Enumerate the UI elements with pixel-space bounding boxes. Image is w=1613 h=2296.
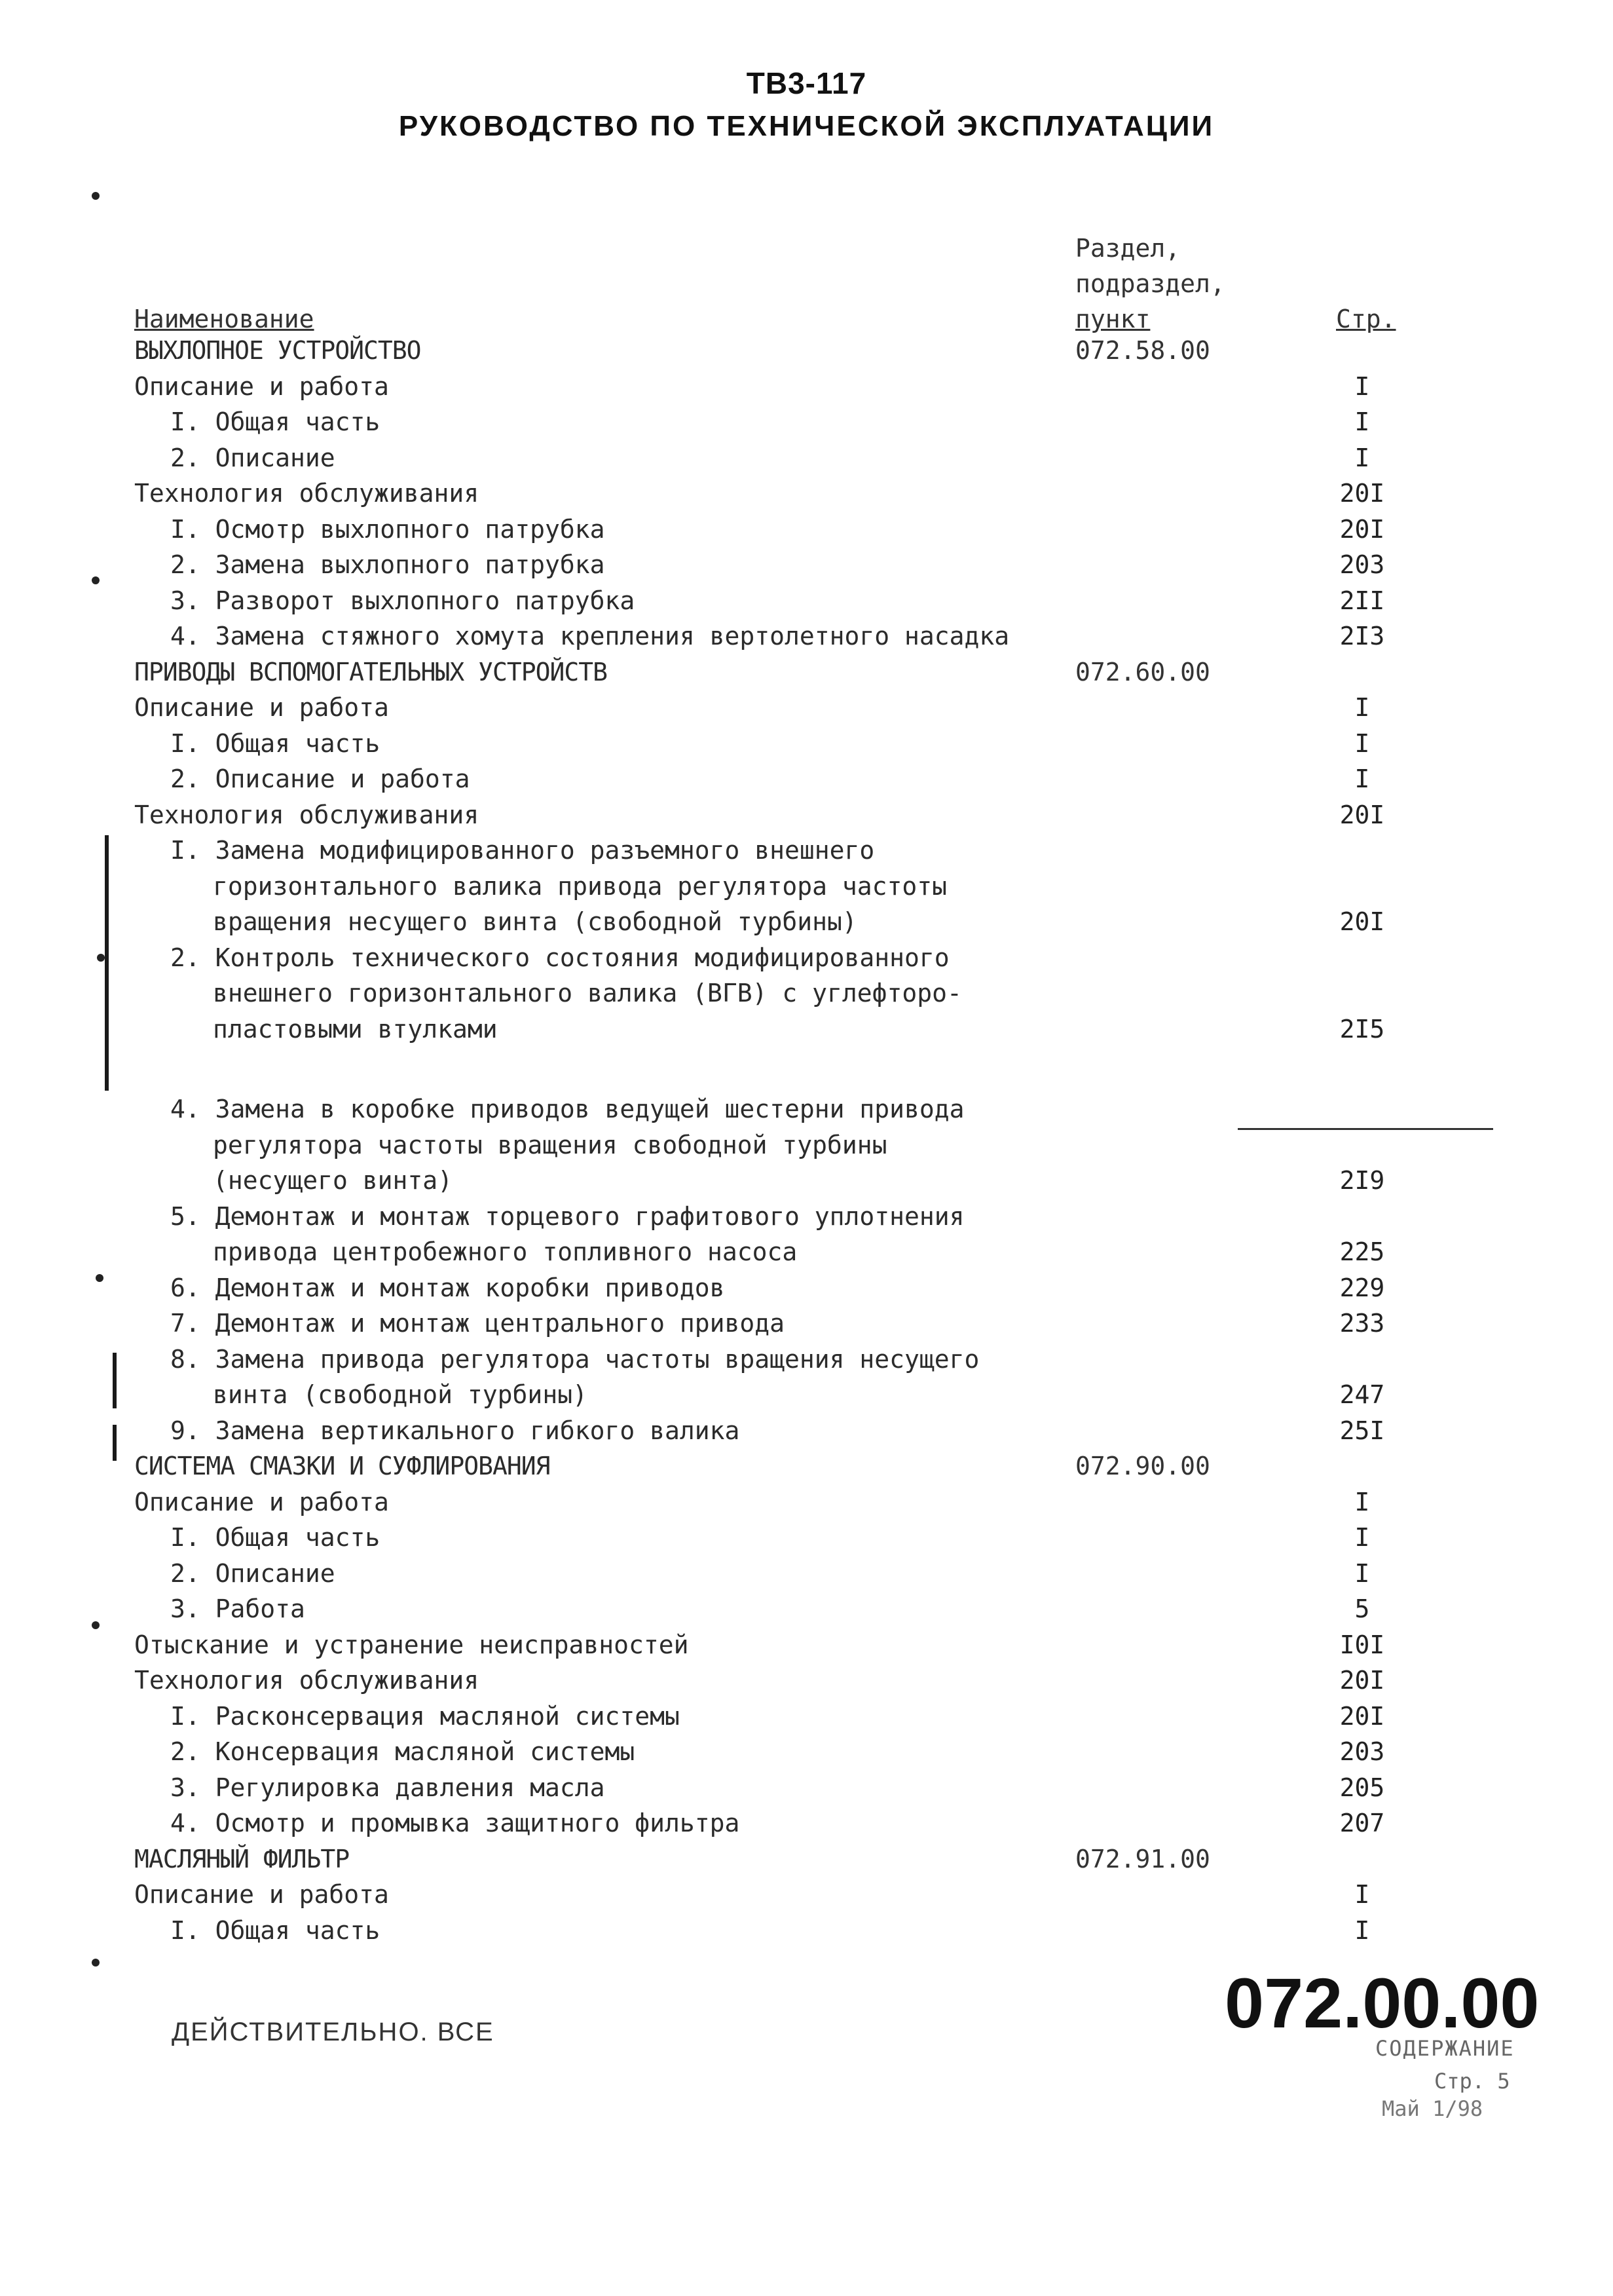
toc-entry-name: Описание и работа xyxy=(134,1880,389,1909)
toc-row xyxy=(134,833,1477,869)
toc-entry-page: 25I xyxy=(1339,1416,1385,1445)
toc-entry-name: горизонтального валика привода регулятора частоты xyxy=(213,871,948,901)
validity-note: ДЕЙСТВИТЕЛЬНО. ВСЕ xyxy=(172,2018,494,2046)
toc-entry-name: вращения несущего винта (свободной турбины) xyxy=(213,907,857,936)
toc-entry-name: 5. Демонтаж и монтаж торцевого графитового уплотнения xyxy=(170,1201,965,1231)
toc-entry-name: (несущего винта) xyxy=(213,1166,453,1195)
table-of-contents xyxy=(134,333,1477,1948)
toc-row xyxy=(134,1877,1477,1913)
toc-row xyxy=(134,975,1477,1011)
toc-entry-page: I xyxy=(1354,1487,1370,1516)
toc-entry-page: I0I xyxy=(1339,1630,1385,1659)
toc-entry-page: 20I xyxy=(1339,800,1385,829)
toc-row xyxy=(134,690,1477,726)
toc-entry-section: 072.90.00 xyxy=(1075,1452,1210,1480)
toc-entry-name: 2. Описание xyxy=(170,1558,335,1588)
document-code: 072.00.00 xyxy=(1225,1963,1540,2042)
toc-entry-page: I xyxy=(1354,1523,1370,1552)
toc-entry-page: I xyxy=(1354,764,1370,793)
toc-entry-name: 3. Разворот выхлопного патрубка xyxy=(170,586,635,615)
toc-row xyxy=(134,1913,1477,1949)
toc-entry-page: I xyxy=(1354,1880,1370,1909)
toc-row xyxy=(134,1770,1477,1806)
toc-entry-name: 2. Описание xyxy=(170,443,335,472)
toc-entry-name: 4. Замена в коробке приводов ведущей шестерни привода xyxy=(170,1095,965,1123)
toc-row xyxy=(134,1413,1477,1449)
toc-row xyxy=(134,797,1477,833)
revision-bar xyxy=(113,1425,117,1461)
toc-entry-page: 229 xyxy=(1339,1273,1385,1302)
column-header-section-1: Раздел, xyxy=(1075,234,1181,263)
toc-row xyxy=(134,1520,1477,1556)
toc-row xyxy=(134,1699,1477,1735)
toc-entry-name: привода центробежного топливного насоса xyxy=(213,1237,798,1266)
toc-row xyxy=(134,1199,1477,1235)
toc-entry-name: 8. Замена привода регулятора частоты вращения несущего xyxy=(170,1344,980,1374)
toc-entry-name: 3. Работа xyxy=(170,1594,305,1623)
section-label: СОДЕРЖАНИЕ xyxy=(1375,2036,1515,2061)
toc-entry-name: I. Осмотр выхлопного патрубка xyxy=(170,514,605,544)
toc-entry-page: 2I9 xyxy=(1339,1166,1385,1195)
toc-row xyxy=(134,1841,1477,1877)
toc-entry-name: ПРИВОДЫ ВСПОМОГАТЕЛЬНЫХ УСТРОЙСТВ xyxy=(134,657,607,687)
toc-entry-name: ВЫХЛОПНОЕ УСТРОЙСТВО xyxy=(134,336,421,365)
toc-entry-name: 2. Описание и работа xyxy=(170,764,470,793)
punch-mark xyxy=(92,1959,100,1967)
toc-entry-page: 233 xyxy=(1339,1309,1385,1338)
toc-row xyxy=(134,1127,1477,1163)
toc-row xyxy=(134,512,1477,548)
toc-entry-page: 2II xyxy=(1339,586,1385,615)
toc-row xyxy=(134,1734,1477,1770)
column-header-section-3: пункт xyxy=(1075,305,1151,333)
toc-entry-page: 207 xyxy=(1339,1809,1385,1837)
toc-row xyxy=(134,1306,1477,1342)
toc-entry-page: 225 xyxy=(1339,1237,1385,1266)
toc-row xyxy=(134,369,1477,405)
toc-entry-name: I. Общая часть xyxy=(170,728,380,758)
column-header-page: Стр. xyxy=(1336,305,1396,333)
toc-row xyxy=(134,904,1477,940)
toc-row xyxy=(134,1163,1477,1199)
toc-row xyxy=(134,476,1477,512)
toc-row xyxy=(134,547,1477,583)
toc-entry-name: регулятора частоты вращения свободной турбины xyxy=(213,1130,887,1159)
toc-row xyxy=(134,333,1477,369)
toc-row xyxy=(134,726,1477,762)
toc-entry-page: 20I xyxy=(1339,907,1385,936)
toc-row xyxy=(134,1627,1477,1663)
toc-row xyxy=(134,1484,1477,1520)
revision-date: Май 1/98 xyxy=(1382,2096,1483,2121)
revision-bar xyxy=(113,1353,117,1408)
toc-entry-name: 7. Демонтаж и монтаж центрального привода xyxy=(170,1309,785,1338)
toc-entry-page: I xyxy=(1354,693,1370,722)
toc-row xyxy=(134,1805,1477,1841)
toc-row xyxy=(134,583,1477,619)
toc-entry-name: Описание и работа xyxy=(134,1487,389,1516)
toc-row xyxy=(134,1011,1477,1047)
column-header-name: Наименование xyxy=(134,305,314,333)
toc-row xyxy=(134,440,1477,476)
toc-entry-name: 2. Контроль технического состояния модифицированного xyxy=(170,943,950,972)
separator-line xyxy=(1238,1128,1493,1130)
toc-entry-name: 6. Демонтаж и монтаж коробки приводов xyxy=(170,1273,725,1302)
toc-row xyxy=(134,1591,1477,1627)
punch-mark xyxy=(92,1621,100,1629)
toc-entry-page: 20I xyxy=(1339,1701,1385,1731)
toc-entry-page: 205 xyxy=(1339,1773,1385,1802)
toc-entry-name: Описание и работа xyxy=(134,693,389,722)
column-header-section-2: подраздел, xyxy=(1075,269,1225,298)
toc-entry-name: Технология обслуживания xyxy=(134,479,479,508)
toc-row xyxy=(134,869,1477,905)
toc-entry-name: 4. Замена стяжного хомута крепления вертолетного насадка xyxy=(170,622,1010,650)
toc-row xyxy=(134,618,1477,654)
document-title: ТВ3-117 xyxy=(746,66,867,100)
toc-entry-name: 3. Регулировка давления масла xyxy=(170,1773,605,1802)
toc-row xyxy=(134,1091,1477,1127)
toc-entry-page: 203 xyxy=(1339,550,1385,579)
toc-row xyxy=(134,404,1477,440)
toc-row xyxy=(134,1448,1477,1484)
toc-entry-name: внешнего горизонтального валика (ВГВ) с углефторо- xyxy=(213,979,962,1007)
toc-entry-name: Отыскание и устранение неисправностей xyxy=(134,1630,689,1659)
toc-entry-page: 20I xyxy=(1339,479,1385,508)
toc-entry-name: пластовыми втулками xyxy=(213,1014,498,1044)
toc-entry-name: 9. Замена вертикального гибкого валика xyxy=(170,1416,740,1445)
toc-entry-page: I xyxy=(1354,1558,1370,1588)
toc-entry-page: 20I xyxy=(1339,514,1385,544)
toc-entry-page: I xyxy=(1354,371,1370,401)
toc-entry-page: 203 xyxy=(1339,1737,1385,1766)
toc-entry-name: Описание и работа xyxy=(134,371,389,401)
toc-entry-page: I xyxy=(1354,443,1370,472)
toc-row xyxy=(134,1234,1477,1270)
toc-entry-page: 2I3 xyxy=(1339,622,1385,650)
toc-entry-name: Технология обслуживания xyxy=(134,800,479,829)
toc-entry-name: I. Общая часть xyxy=(170,407,380,436)
punch-mark xyxy=(92,576,100,584)
toc-entry-name: 4. Осмотр и промывка защитного фильтра xyxy=(170,1809,740,1837)
toc-row xyxy=(134,654,1477,690)
toc-entry-page: 20I xyxy=(1339,1666,1385,1695)
toc-entry-page: I xyxy=(1354,1915,1370,1945)
toc-entry-name: винта (свободной турбины) xyxy=(213,1380,587,1409)
toc-entry-page: 247 xyxy=(1339,1380,1385,1409)
toc-entry-section: 072.60.00 xyxy=(1075,657,1210,687)
toc-entry-name: Технология обслуживания xyxy=(134,1666,479,1695)
toc-entry-page: 5 xyxy=(1354,1594,1370,1623)
toc-entry-name: 2. Консервация масляной системы xyxy=(170,1737,635,1766)
toc-entry-name: СИСТЕМА СМАЗКИ И СУФЛИРОВАНИЯ xyxy=(134,1452,550,1480)
toc-row xyxy=(134,1377,1477,1413)
toc-entry-page: I xyxy=(1354,728,1370,758)
toc-row xyxy=(134,940,1477,976)
toc-entry-name: I. Общая часть xyxy=(170,1523,380,1552)
punch-mark xyxy=(92,192,100,200)
toc-row xyxy=(134,761,1477,797)
toc-entry-name: I. Расконсервация масляной системы xyxy=(170,1701,680,1731)
toc-row xyxy=(134,1556,1477,1592)
toc-entry-section: 072.91.00 xyxy=(1075,1844,1210,1873)
toc-entry-name: МАСЛЯНЫЙ ФИЛЬТР xyxy=(134,1844,350,1873)
punch-mark xyxy=(97,954,105,962)
toc-entry-name: 2. Замена выхлопного патрубка xyxy=(170,550,605,579)
toc-entry-name: I. Замена модифицированного разъемного внешнего xyxy=(170,836,875,865)
revision-bar xyxy=(105,835,109,1091)
toc-entry-name: I. Общая часть xyxy=(170,1915,380,1945)
toc-entry-page: 2I5 xyxy=(1339,1014,1385,1044)
toc-row xyxy=(134,1270,1477,1306)
page-number: Стр. 5 xyxy=(1434,2069,1510,2094)
document-subtitle: РУКОВОДСТВО ПО ТЕХНИЧЕСКОЙ ЭКСПЛУАТАЦИИ xyxy=(398,110,1215,142)
toc-entry-section: 072.58.00 xyxy=(1075,336,1210,365)
toc-row xyxy=(134,1663,1477,1699)
toc-entry-page: I xyxy=(1354,407,1370,436)
toc-row xyxy=(134,1342,1477,1378)
punch-mark xyxy=(96,1274,103,1282)
